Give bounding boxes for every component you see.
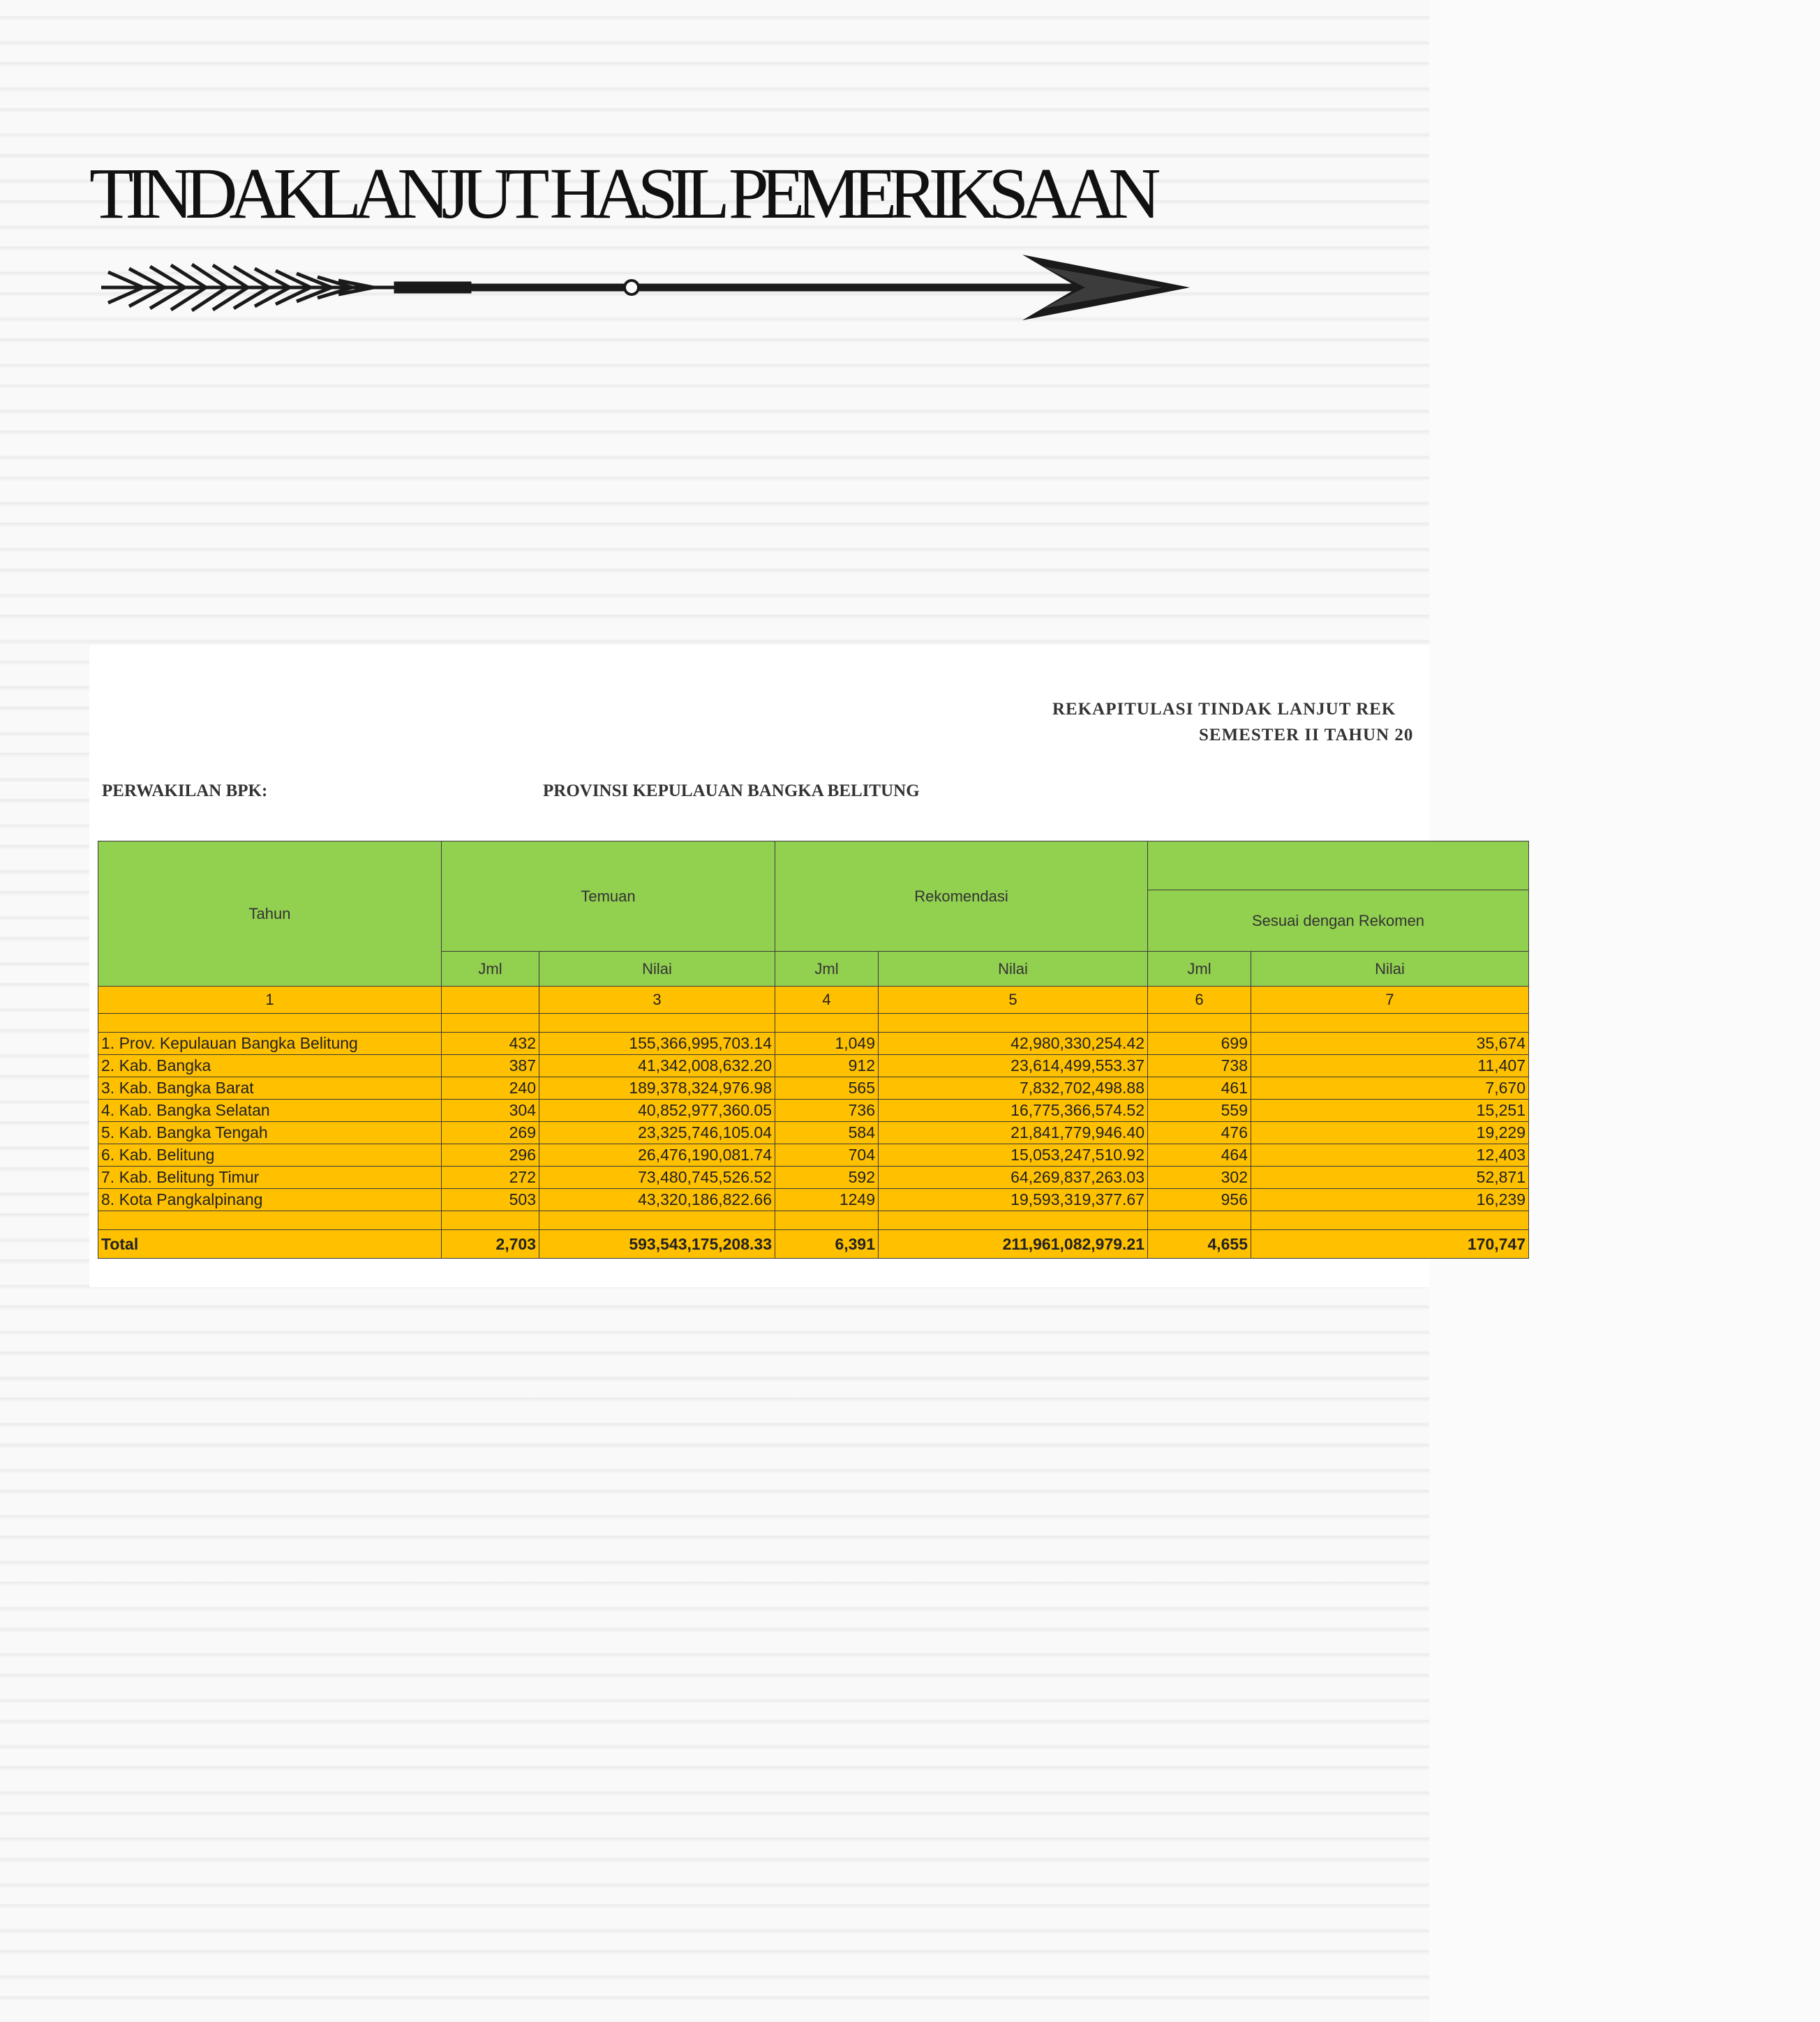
arrow-divider-icon bbox=[101, 251, 1190, 328]
sesuai-jml: 738 bbox=[1148, 1055, 1251, 1077]
sesuai-jml: 476 bbox=[1148, 1122, 1251, 1144]
temuan-nilai: 43,320,186,822.66 bbox=[539, 1189, 775, 1211]
rek-jml: 584 bbox=[775, 1122, 879, 1144]
total-sesuai-nilai: 170,747 bbox=[1251, 1230, 1529, 1259]
temuan-nilai: 155,366,995,703.14 bbox=[539, 1033, 775, 1055]
sesuai-jml: 461 bbox=[1148, 1077, 1251, 1100]
total-temuan-jml: 2,703 bbox=[442, 1230, 539, 1259]
header-temuan-nilai: Nilai bbox=[539, 952, 775, 987]
temuan-nilai: 23,325,746,105.04 bbox=[539, 1122, 775, 1144]
row-name: 8. Kota Pangkalpinang bbox=[98, 1189, 442, 1211]
sesuai-nilai: 12,403 bbox=[1251, 1144, 1529, 1167]
total-sesuai-jml: 4,655 bbox=[1148, 1230, 1251, 1259]
temuan-jml: 296 bbox=[442, 1144, 539, 1167]
header-temuan: Temuan bbox=[442, 841, 775, 952]
rek-nilai: 16,775,366,574.52 bbox=[879, 1100, 1148, 1122]
sesuai-jml: 699 bbox=[1148, 1033, 1251, 1055]
temuan-nilai: 40,852,977,360.05 bbox=[539, 1100, 775, 1122]
table-row bbox=[98, 1055, 1529, 1077]
report-subtitle: SEMESTER II TAHUN 20 bbox=[1199, 726, 1414, 744]
rek-jml: 912 bbox=[775, 1055, 879, 1077]
sesuai-nilai: 15,251 bbox=[1251, 1100, 1529, 1122]
sesuai-jml: 302 bbox=[1148, 1167, 1251, 1189]
spacer-row bbox=[98, 1211, 1529, 1230]
rek-nilai: 7,832,702,498.88 bbox=[879, 1077, 1148, 1100]
temuan-jml: 272 bbox=[442, 1167, 539, 1189]
rek-jml: 736 bbox=[775, 1100, 879, 1122]
row-name: 4. Kab. Bangka Selatan bbox=[98, 1100, 442, 1122]
rek-nilai: 23,614,499,553.37 bbox=[879, 1055, 1148, 1077]
sesuai-nilai: 7,670 bbox=[1251, 1077, 1529, 1100]
sesuai-nilai: 52,871 bbox=[1251, 1167, 1529, 1189]
table-row bbox=[98, 1167, 1529, 1189]
page-title: TINDAKLANJUT HASIL PEMERIKSAAN bbox=[89, 153, 1153, 234]
rek-nilai: 21,841,779,946.40 bbox=[879, 1122, 1148, 1144]
row-name: 7. Kab. Belitung Timur bbox=[98, 1167, 442, 1189]
total-temuan-nilai: 593,543,175,208.33 bbox=[539, 1230, 775, 1259]
temuan-nilai: 41,342,008,632.20 bbox=[539, 1055, 775, 1077]
report-sheet bbox=[89, 645, 1526, 1287]
sesuai-jml: 464 bbox=[1148, 1144, 1251, 1167]
sesuai-jml: 559 bbox=[1148, 1100, 1251, 1122]
rek-nilai: 19,593,319,377.67 bbox=[879, 1189, 1148, 1211]
sesuai-nilai: 11,407 bbox=[1251, 1055, 1529, 1077]
sesuai-jml: 956 bbox=[1148, 1189, 1251, 1211]
total-label: Total bbox=[98, 1230, 442, 1259]
header-sesuai-jml: Jml bbox=[1148, 952, 1251, 987]
rek-jml: 565 bbox=[775, 1077, 879, 1100]
temuan-jml: 269 bbox=[442, 1122, 539, 1144]
temuan-jml: 240 bbox=[442, 1077, 539, 1100]
table-row bbox=[98, 1077, 1529, 1100]
header-row-1 bbox=[98, 841, 1529, 890]
temuan-nilai: 26,476,190,081.74 bbox=[539, 1144, 775, 1167]
header-sesuai-nilai: Nilai bbox=[1251, 952, 1529, 987]
header-tahun: Tahun bbox=[98, 841, 442, 987]
table-row bbox=[98, 1144, 1529, 1167]
column-number: 3 bbox=[539, 987, 775, 1014]
column-number: 1 bbox=[98, 987, 442, 1014]
rek-nilai: 15,053,247,510.92 bbox=[879, 1144, 1148, 1167]
column-number-row bbox=[98, 987, 1529, 1014]
rek-jml: 592 bbox=[775, 1167, 879, 1189]
column-number bbox=[442, 987, 539, 1014]
rek-jml: 704 bbox=[775, 1144, 879, 1167]
rek-nilai: 42,980,330,254.42 bbox=[879, 1033, 1148, 1055]
table-row bbox=[98, 1033, 1529, 1055]
row-name: 2. Kab. Bangka bbox=[98, 1055, 442, 1077]
header-sesuai: Sesuai dengan Rekomen bbox=[1148, 890, 1529, 952]
recap-table bbox=[98, 841, 1529, 1259]
header-rek-nilai: Nilai bbox=[879, 952, 1148, 987]
spacer-row bbox=[98, 1014, 1529, 1033]
column-number: 5 bbox=[879, 987, 1148, 1014]
rek-nilai: 64,269,837,263.03 bbox=[879, 1167, 1148, 1189]
row-name: 1. Prov. Kepulauan Bangka Belitung bbox=[98, 1033, 442, 1055]
header-blank bbox=[1148, 841, 1529, 890]
perwakilan-value: PROVINSI KEPULAUAN BANGKA BELITUNG bbox=[543, 781, 920, 800]
temuan-jml: 432 bbox=[442, 1033, 539, 1055]
sesuai-nilai: 19,229 bbox=[1251, 1122, 1529, 1144]
sesuai-nilai: 35,674 bbox=[1251, 1033, 1529, 1055]
column-number: 6 bbox=[1148, 987, 1251, 1014]
total-rek-jml: 6,391 bbox=[775, 1230, 879, 1259]
temuan-jml: 304 bbox=[442, 1100, 539, 1122]
row-name: 5. Kab. Bangka Tengah bbox=[98, 1122, 442, 1144]
table-row bbox=[98, 1122, 1529, 1144]
table-row bbox=[98, 1189, 1529, 1211]
rek-jml: 1,049 bbox=[775, 1033, 879, 1055]
column-number: 4 bbox=[775, 987, 879, 1014]
sesuai-nilai: 16,239 bbox=[1251, 1189, 1529, 1211]
report-title: REKAPITULASI TINDAK LANJUT REK bbox=[1052, 700, 1396, 719]
header-rekomendasi: Rekomendasi bbox=[775, 841, 1148, 952]
temuan-nilai: 73,480,745,526.52 bbox=[539, 1167, 775, 1189]
header-rek-jml: Jml bbox=[775, 952, 879, 987]
temuan-nilai: 189,378,324,976.98 bbox=[539, 1077, 775, 1100]
rek-jml: 1249 bbox=[775, 1189, 879, 1211]
total-row bbox=[98, 1230, 1529, 1259]
row-name: 3. Kab. Bangka Barat bbox=[98, 1077, 442, 1100]
perwakilan-label: PERWAKILAN BPK: bbox=[102, 781, 268, 800]
header-temuan-jml: Jml bbox=[442, 952, 539, 987]
temuan-jml: 387 bbox=[442, 1055, 539, 1077]
total-rek-nilai: 211,961,082,979.21 bbox=[879, 1230, 1148, 1259]
column-number: 7 bbox=[1251, 987, 1529, 1014]
row-name: 6. Kab. Belitung bbox=[98, 1144, 442, 1167]
temuan-jml: 503 bbox=[442, 1189, 539, 1211]
table-row bbox=[98, 1100, 1529, 1122]
